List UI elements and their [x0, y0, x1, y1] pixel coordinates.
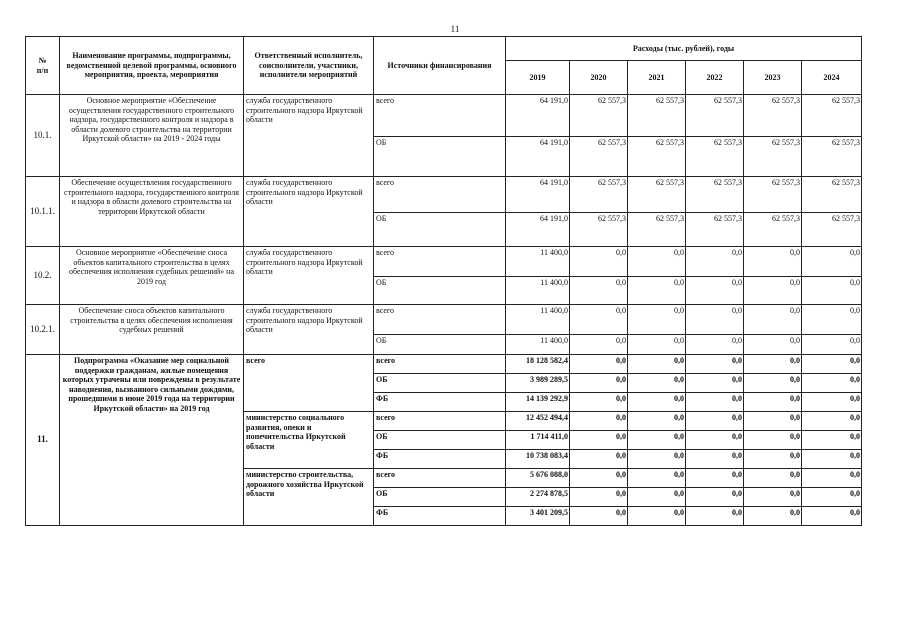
value-cell: 0,0	[686, 469, 744, 488]
value-cell: 62 557,3	[802, 213, 862, 247]
row-name: Основное мероприятие «Обеспечение сноса объектов капитального строительства в целях обеспечения исполнения судебных решений» на 2019 год	[60, 247, 244, 305]
value-cell: 3 401 209,5	[506, 507, 570, 526]
value-cell: 0,0	[744, 412, 802, 431]
row-number: 10.1.1.	[26, 177, 60, 247]
source-cell: ОБ	[374, 137, 506, 177]
value-cell: 0,0	[570, 412, 628, 431]
value-cell: 2 274 878,5	[506, 488, 570, 507]
header-year: 2024	[802, 61, 862, 95]
value-cell: 5 676 088,0	[506, 469, 570, 488]
row-responsible: министерство строительства, дорожного хозяйства Иркутской области	[244, 469, 374, 526]
value-cell: 0,0	[628, 450, 686, 469]
value-cell: 11 400,0	[506, 277, 570, 305]
row-name: Обеспечение сноса объектов капитального строительства в целях обеспечения исполнения судебных решений	[60, 305, 244, 355]
row-name: Подпрограмма «Оказание мер социальной поддержки гражданам, жилые помещения которых утрачены или повреждены в результате наводнения, вызванного сильными дождями, прошедшими в июне 2019 года на территории Иркутской области» на 2019 год	[60, 355, 244, 526]
value-cell: 64 191,0	[506, 137, 570, 177]
value-cell: 62 557,3	[686, 177, 744, 213]
value-cell: 62 557,3	[802, 177, 862, 213]
value-cell: 10 738 083,4	[506, 450, 570, 469]
value-cell: 0,0	[686, 374, 744, 393]
value-cell: 62 557,3	[744, 213, 802, 247]
source-cell: ФБ	[374, 450, 506, 469]
source-cell: всего	[374, 95, 506, 137]
value-cell: 62 557,3	[744, 177, 802, 213]
value-cell: 64 191,0	[506, 213, 570, 247]
header-num: № п/п	[26, 37, 60, 95]
row-name: Обеспечение осуществления государственного строительного надзора, государственного контроля и надзора в области долевого строительства на территории Иркутской области	[60, 177, 244, 247]
value-cell: 62 557,3	[628, 95, 686, 137]
value-cell: 0,0	[744, 507, 802, 526]
value-cell: 62 557,3	[686, 95, 744, 137]
row-responsible: служба государственного строительного надзора Иркутской области	[244, 305, 374, 355]
value-cell: 62 557,3	[628, 213, 686, 247]
value-cell: 0,0	[686, 507, 744, 526]
value-cell: 0,0	[744, 431, 802, 450]
value-cell: 62 557,3	[802, 95, 862, 137]
value-cell: 62 557,3	[686, 213, 744, 247]
value-cell: 0,0	[570, 488, 628, 507]
value-cell: 62 557,3	[570, 177, 628, 213]
value-cell: 0,0	[802, 412, 862, 431]
value-cell: 0,0	[802, 469, 862, 488]
value-cell: 0,0	[570, 335, 628, 355]
source-cell: ОБ	[374, 431, 506, 450]
header-year: 2022	[686, 61, 744, 95]
value-cell: 0,0	[744, 277, 802, 305]
value-cell: 0,0	[628, 374, 686, 393]
value-cell: 62 557,3	[570, 213, 628, 247]
header-expenses: Расходы (тыс. рублей), годы	[506, 37, 862, 61]
value-cell: 0,0	[744, 393, 802, 412]
row-responsible: служба государственного строительного надзора Иркутской области	[244, 95, 374, 177]
value-cell: 0,0	[570, 305, 628, 335]
source-cell: ОБ	[374, 374, 506, 393]
value-cell: 0,0	[628, 488, 686, 507]
row-number: 11.	[26, 355, 60, 526]
value-cell: 18 128 582,4	[506, 355, 570, 374]
value-cell: 62 557,3	[802, 137, 862, 177]
value-cell: 0,0	[802, 488, 862, 507]
value-cell: 0,0	[744, 335, 802, 355]
value-cell: 0,0	[744, 247, 802, 277]
value-cell: 1 714 411,0	[506, 431, 570, 450]
value-cell: 62 557,3	[744, 95, 802, 137]
value-cell: 0,0	[802, 507, 862, 526]
value-cell: 0,0	[686, 247, 744, 277]
value-cell: 64 191,0	[506, 95, 570, 137]
value-cell: 62 557,3	[686, 137, 744, 177]
value-cell: 3 989 289,5	[506, 374, 570, 393]
value-cell: 0,0	[686, 431, 744, 450]
value-cell: 0,0	[628, 335, 686, 355]
value-cell: 0,0	[570, 507, 628, 526]
header-year: 2020	[570, 61, 628, 95]
header-year: 2021	[628, 61, 686, 95]
table-row	[26, 247, 862, 277]
table-row	[26, 305, 862, 335]
budget-table	[25, 36, 862, 526]
value-cell: 0,0	[570, 393, 628, 412]
value-cell: 62 557,3	[570, 95, 628, 137]
row-number: 10.2.	[26, 247, 60, 305]
header-year: 2019	[506, 61, 570, 95]
row-number: 10.2.1.	[26, 305, 60, 355]
value-cell: 0,0	[570, 469, 628, 488]
source-cell: ФБ	[374, 507, 506, 526]
value-cell: 64 191,0	[506, 177, 570, 213]
value-cell: 0,0	[628, 393, 686, 412]
value-cell: 0,0	[686, 305, 744, 335]
value-cell: 0,0	[686, 355, 744, 374]
value-cell: 0,0	[744, 305, 802, 335]
table-row	[26, 355, 862, 374]
value-cell: 0,0	[802, 431, 862, 450]
source-cell: ОБ	[374, 277, 506, 305]
value-cell: 11 400,0	[506, 247, 570, 277]
value-cell: 0,0	[628, 277, 686, 305]
value-cell: 0,0	[802, 305, 862, 335]
value-cell: 0,0	[686, 412, 744, 431]
value-cell: 11 400,0	[506, 335, 570, 355]
row-responsible: служба государственного строительного надзора Иркутской области	[244, 177, 374, 247]
source-cell: ОБ	[374, 488, 506, 507]
source-cell: всего	[374, 177, 506, 213]
value-cell: 0,0	[628, 305, 686, 335]
value-cell: 0,0	[570, 450, 628, 469]
value-cell: 0,0	[802, 374, 862, 393]
row-name: Основное мероприятие «Обеспечение осуществления государственного строительного надзора, государственного контроля и надзора в области долевого строительства на территории Иркутской области» на 2019 - 2024 годы	[60, 95, 244, 177]
row-responsible: служба государственного строительного надзора Иркутской области	[244, 247, 374, 305]
value-cell: 62 557,3	[628, 177, 686, 213]
value-cell: 0,0	[570, 374, 628, 393]
source-cell: всего	[374, 247, 506, 277]
value-cell: 0,0	[802, 335, 862, 355]
header-name: Наименование программы, подпрограммы, ведомственной целевой программы, основного мероприятия, проекта, мероприятия	[60, 37, 244, 95]
value-cell: 0,0	[686, 488, 744, 507]
source-cell: всего	[374, 305, 506, 335]
value-cell: 0,0	[570, 355, 628, 374]
page-number: 11	[450, 24, 460, 34]
row-responsible: всего	[244, 355, 374, 412]
source-cell: всего	[374, 469, 506, 488]
source-cell: ОБ	[374, 213, 506, 247]
value-cell: 0,0	[570, 247, 628, 277]
table-row	[26, 177, 862, 213]
value-cell: 12 452 494,4	[506, 412, 570, 431]
value-cell: 0,0	[686, 393, 744, 412]
value-cell: 0,0	[802, 355, 862, 374]
row-number: 10.1.	[26, 95, 60, 177]
value-cell: 62 557,3	[744, 137, 802, 177]
header-responsible: Ответственный исполнитель, соисполнители, участники, исполнители мероприятий	[244, 37, 374, 95]
value-cell: 0,0	[686, 335, 744, 355]
value-cell: 0,0	[570, 431, 628, 450]
value-cell: 0,0	[744, 469, 802, 488]
value-cell: 0,0	[802, 247, 862, 277]
source-cell: всего	[374, 355, 506, 374]
value-cell: 0,0	[802, 393, 862, 412]
value-cell: 0,0	[802, 277, 862, 305]
value-cell: 0,0	[628, 412, 686, 431]
value-cell: 0,0	[744, 374, 802, 393]
value-cell: 0,0	[628, 469, 686, 488]
value-cell: 0,0	[802, 450, 862, 469]
value-cell: 62 557,3	[570, 137, 628, 177]
table-row	[26, 95, 862, 137]
source-cell: ОБ	[374, 335, 506, 355]
header-year: 2023	[744, 61, 802, 95]
value-cell: 0,0	[628, 431, 686, 450]
value-cell: 0,0	[744, 450, 802, 469]
source-cell: всего	[374, 412, 506, 431]
header-source: Источники финансирования	[374, 37, 506, 95]
value-cell: 0,0	[744, 355, 802, 374]
row-responsible: министерство социального развития, опеки и попечительства Иркутской области	[244, 412, 374, 469]
value-cell: 0,0	[628, 247, 686, 277]
value-cell: 0,0	[744, 488, 802, 507]
value-cell: 0,0	[628, 507, 686, 526]
value-cell: 0,0	[570, 277, 628, 305]
value-cell: 11 400,0	[506, 305, 570, 335]
value-cell: 0,0	[686, 277, 744, 305]
value-cell: 62 557,3	[628, 137, 686, 177]
value-cell: 0,0	[686, 450, 744, 469]
source-cell: ФБ	[374, 393, 506, 412]
value-cell: 14 139 292,9	[506, 393, 570, 412]
value-cell: 0,0	[628, 355, 686, 374]
